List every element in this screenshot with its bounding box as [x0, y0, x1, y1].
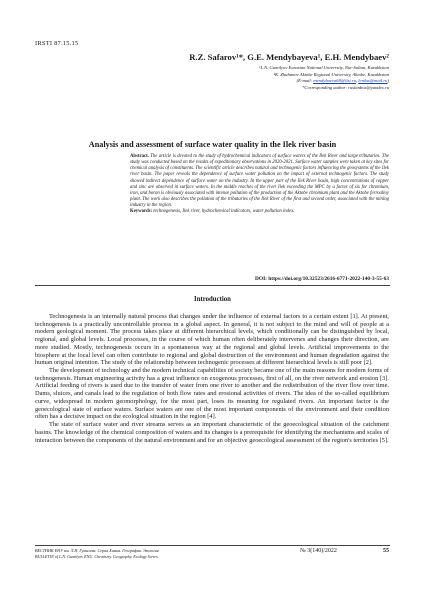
keywords-label: Keywords: — [130, 209, 153, 215]
email-prefix: (E-mail: — [296, 78, 314, 84]
keywords-line — [130, 209, 389, 215]
issue-number: № 3(140)/2022 — [300, 548, 337, 554]
page-number: 55 — [383, 548, 389, 554]
journal-name-en: BULLETIN of L.N. Gumilyov ENU. Chemistry. Geography. Ecology Series — [35, 554, 158, 560]
paragraph: The state of surface water and river streams serves as an important characteristic of the geoecological situation of the catchment basins. The knowledge of the chemical composition of waters and its changes is a prerequisite for identifying the mechanisms and scales of interaction between the components of the natural environment and for an objective geoecological assessment of the region's territories [5]. — [35, 421, 389, 444]
abstract-label: Abstract. — [130, 154, 149, 159]
corresponding-author: *Corresponding author: ruslanbox@yandex.ru — [302, 84, 389, 90]
paragraph: The development of technology and the modern technical capabilities of society became one of the main reasons for modern forms of technogenesis. Human engineering activity has a great influence on exogenous processes, first of all, on the river network and erosion [3]. Artificial feeding of rivers is used due to the transfer of water from one river to another and the redistribution of the river flow over time. Dams, sluices, and canals lead to the regulation of both flow rates and erosional activities of rivers. The idea of the so-called equilibrium curve, widespread in modern geomorphology, for the most part, loses its meaning for regulated rivers. An important factor is the geoecological state of surface waters. Surface waters are one of the most important components of the environment and their condition often has a decisive impact on the ecological situation in the region [4]. — [35, 367, 389, 421]
journal-name-ru: ВЕСТНИК ЕНУ им. Л.Н. Гумилева. Серия Химия. География. Экология — [35, 548, 159, 553]
section-heading: Introduction — [194, 296, 231, 303]
email-line — [139, 78, 389, 85]
affiliations — [139, 65, 389, 91]
author-list: R.Z. Safarov¹*, G.E. Mendybayeva¹, E.H. Mendybaev² — [189, 52, 389, 62]
divider — [35, 285, 390, 286]
article-title: Analysis and assessment of surface water quality in the Ilek river basin — [88, 140, 337, 149]
irsti-code: IRSTI 87.15.15 — [35, 40, 79, 47]
abstract-text: The article is devoted to the study of hydrochemical indicators of surface waters of the Ilek River and large tributaries. The study was conducted based on the results of expeditionary observations in 2020-2021. Surface water samples were taken at key sites for chemical analysis of constituents. The scientific article describes natural and technogenic factors influencing the geosystems of the Ilek river basin. The paper reveals the dependence of surface water pollution on the impact of external technogenic factors. The study showed indirect dependence of surface water on the industry. In the upper part of the Ilek River basin, high concentrations of copper and zinc are observed in surface waters. In the middle reaches of the river Ilek exceeding the MPC by a factor of six for chromium, iron, and boron is obviously associated with intense pollution of the production of the Aktobe chromium plant and the Aktobe ferroalloy plant. The work also describes the pollution of the tributaries of the Ilek River of the first and second order, associated with the mining industry in the region. — [130, 154, 389, 209]
body-text — [35, 313, 389, 444]
email-suffix: ) — [387, 78, 389, 84]
affiliation-2: ²K. Zhubanov Aktobe Regional University, Aktobe, Kazakhstan — [273, 71, 389, 77]
abstract-block — [130, 154, 389, 216]
doi-link[interactable]: DOI: https://doi.org/10.32523/2616-6771-2022-140-3-55-63 — [254, 276, 389, 282]
email-link-1[interactable]: mendybaeva68@list.ru — [313, 78, 356, 84]
email-link-2[interactable]: lerdux@mail.ru — [358, 78, 388, 84]
affiliation-1: ¹L.N. Gumilyov Eurasian National University, Nur-Sultan, Kazakhstan — [259, 65, 389, 70]
journal-name — [35, 548, 159, 561]
email-separator: , — [355, 78, 359, 84]
keywords-text: technogenesis, Ilek river, hydrochemical indicators, water pollution index. — [153, 209, 295, 215]
paragraph: Technogenesis is an internally natural process that changes under the influence of external factors to a certain extent [1]. At present, technogenesis is a practically uncontrollable process in a global aspect. In general, it is not subject to the mind and will of people at a modern geological moment. The process takes place at different hierarchical levels, which conditionally can be distinguished by local, regional, and global levels. Local processes, in the course of which human often deliberately intervenes and changes their direction, are more studied. Mostly, technogenesis occurs in a spontaneous way at the regional and global levels. Artificial improvements to the biosphere at the local level can often contribute to regional and global destruction of the environment and human degradation against the human original intention. The study of the relationship between technogenic processes at different hierarchical levels is still poor [2]. — [35, 313, 389, 367]
footer-divider — [35, 545, 390, 546]
